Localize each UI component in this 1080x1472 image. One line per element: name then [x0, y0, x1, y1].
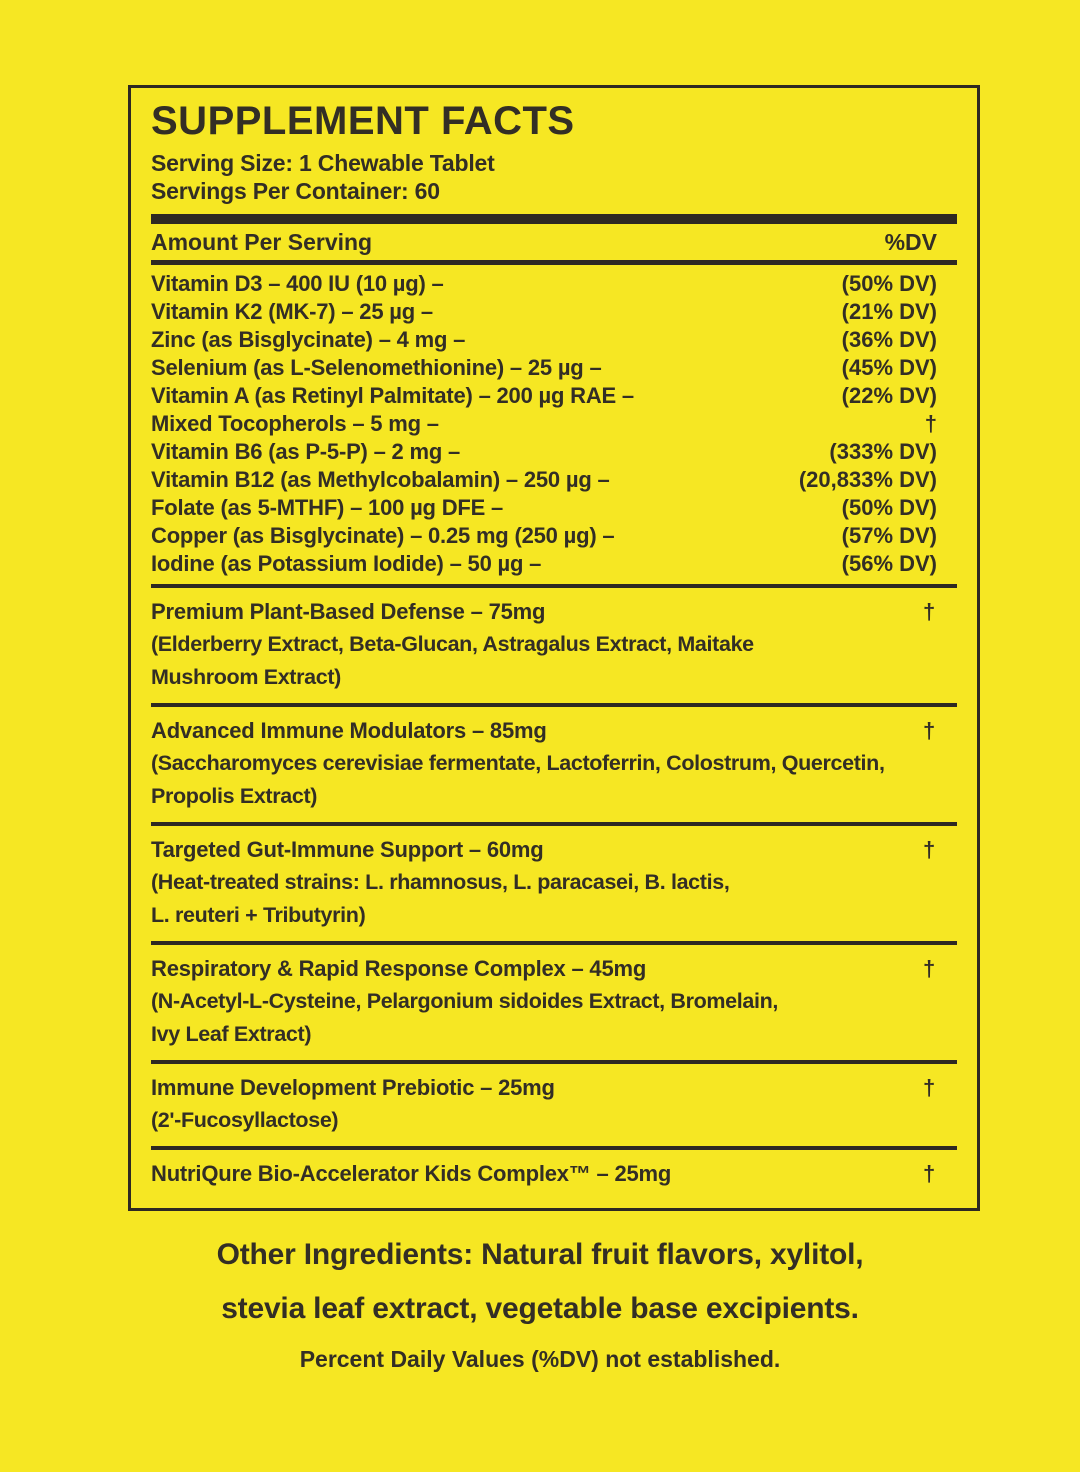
blend-ingredients: Propolis Extract)	[151, 784, 318, 809]
nutrient-row	[151, 298, 957, 326]
nutrient-dv: (56% DV)	[841, 551, 937, 577]
supplement-facts-panel	[128, 85, 980, 1211]
nutrient-row	[151, 326, 957, 354]
nutrient-dv: (57% DV)	[841, 523, 937, 549]
nutrient-name: Selenium (as L-Selenomethionine) – 25 µg –	[151, 355, 602, 381]
dv-disclaimer: Percent Daily Values (%DV) not established.	[299, 1346, 781, 1372]
other-ingredients-line: Other Ingredients: Natural fruit flavors, xylitol,	[216, 1238, 864, 1271]
blend-section	[151, 1064, 957, 1150]
nutrient-row	[151, 466, 957, 494]
servings-per-container: Servings Per Container: 60	[151, 178, 440, 205]
nutrient-dv: (21% DV)	[841, 299, 937, 325]
blend-section	[151, 826, 957, 945]
nutrient-name: Folate (as 5-MTHF) – 100 µg DFE –	[151, 495, 504, 521]
panel-title: SUPPLEMENT FACTS	[151, 99, 575, 143]
nutrient-name: Vitamin D3 – 400 IU (10 µg) –	[151, 271, 444, 297]
blend-title: Respiratory & Rapid Response Complex – 45mg	[151, 956, 647, 982]
nutrient-name: Vitamin A (as Retinyl Palmitate) – 200 µg RAE –	[151, 383, 634, 409]
thick-divider	[151, 214, 957, 224]
blend-title-row	[151, 714, 957, 747]
blend-section	[151, 707, 957, 826]
blend-title-row	[151, 952, 957, 985]
nutrient-row	[151, 354, 957, 382]
blend-title-row	[151, 833, 957, 866]
nutrient-dv: (50% DV)	[841, 271, 937, 297]
blend-title: Advanced Immune Modulators – 85mg	[151, 718, 547, 744]
nutrient-row	[151, 410, 957, 438]
blend-title: Immune Development Prebiotic – 25mg	[151, 1075, 555, 1101]
nutrient-name: Vitamin B6 (as P-5-P) – 2 mg –	[151, 439, 461, 465]
nutrient-row	[151, 438, 957, 466]
blend-title: Targeted Gut-Immune Support – 60mg	[151, 837, 544, 863]
nutrient-dv: (50% DV)	[841, 495, 937, 521]
dagger-mark: †	[922, 837, 935, 863]
blend-title: NutriQure Bio-Accelerator Kids Complex™ – 25mg	[151, 1161, 672, 1187]
nutrient-dv: (45% DV)	[841, 355, 937, 381]
blend-ingredients: (Heat-treated strains: L. rhamnosus, L. paracasei, B. lactis,	[151, 870, 730, 895]
nutrient-row	[151, 522, 957, 550]
blend-ingredients: Ivy Leaf Extract)	[151, 1022, 312, 1047]
blend-ingredients: L. reuteri + Tributyrin)	[151, 903, 366, 928]
other-ingredients-line: stevia leaf extract, vegetable base excipients.	[221, 1292, 859, 1325]
amount-per-serving-header: Amount Per Serving	[151, 229, 373, 256]
nutrient-row	[151, 382, 957, 410]
blend-title-row	[151, 595, 957, 628]
blend-ingredients: Mushroom Extract)	[151, 665, 341, 690]
nutrient-row	[151, 270, 957, 298]
blend-title: Premium Plant-Based Defense – 75mg	[151, 599, 546, 625]
dagger-mark: †	[922, 718, 935, 744]
dagger-mark: †	[922, 1161, 935, 1187]
nutrient-dv: (333% DV)	[829, 439, 937, 465]
nutrient-dv: (36% DV)	[841, 327, 937, 353]
blend-ingredients: (N-Acetyl-L-Cysteine, Pelargonium sidoides Extract, Bromelain,	[151, 989, 779, 1014]
blend-title-row	[151, 1157, 957, 1190]
blend-ingredients: (2'-Fucosyllactose)	[151, 1108, 339, 1133]
nutrient-name: Vitamin K2 (MK-7) – 25 µg –	[151, 299, 433, 325]
column-header-row	[151, 224, 957, 260]
nutrient-row	[151, 494, 957, 522]
nutrient-name: Copper (as Bisglycinate) – 0.25 mg (250 µg) –	[151, 523, 615, 549]
dagger-mark: †	[922, 599, 935, 625]
nutrient-row	[151, 550, 957, 578]
dagger-mark: †	[922, 1075, 935, 1101]
serving-size: Serving Size: 1 Chewable Tablet	[151, 150, 495, 177]
blend-section	[151, 1150, 957, 1194]
nutrient-name: Zinc (as Bisglycinate) – 4 mg –	[151, 327, 466, 353]
dagger-mark: †	[922, 956, 935, 982]
nutrient-name: Mixed Tocopherols – 5 mg –	[151, 411, 439, 437]
footer-notes	[0, 1228, 1080, 1374]
nutrient-dv: †	[924, 411, 937, 437]
blend-section	[151, 945, 957, 1064]
blend-ingredients: (Saccharomyces cerevisiae fermentate, Lactoferrin, Colostrum, Quercetin,	[151, 751, 885, 776]
nutrient-name: Vitamin B12 (as Methylcobalamin) – 250 µg –	[151, 467, 610, 493]
blend-title-row	[151, 1071, 957, 1104]
nutrient-name: Iodine (as Potassium Iodide) – 50 µg –	[151, 551, 542, 577]
nutrient-list	[151, 265, 957, 588]
nutrient-dv: (20,833% DV)	[798, 467, 937, 493]
blend-ingredients: (Elderberry Extract, Beta-Glucan, Astragalus Extract, Maitake	[151, 632, 754, 657]
nutrient-dv: (22% DV)	[841, 383, 937, 409]
blend-section	[151, 588, 957, 707]
dv-header: %DV	[884, 229, 937, 256]
